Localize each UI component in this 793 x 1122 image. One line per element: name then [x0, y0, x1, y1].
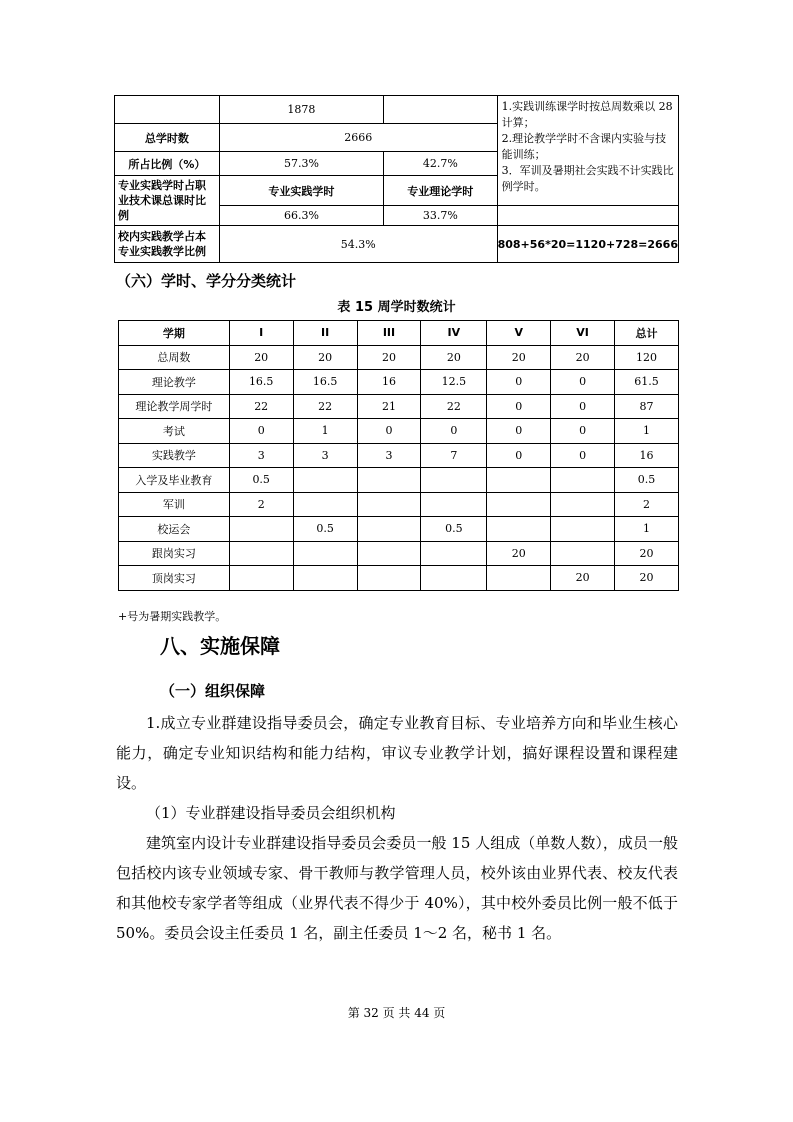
table-row — [119, 468, 679, 493]
table-cell — [421, 541, 487, 566]
table-cell: 3 — [229, 443, 293, 468]
column-header: III — [357, 321, 421, 346]
table-caption: 表 15 周学时数统计 — [337, 300, 456, 315]
table-cell — [357, 566, 421, 591]
table-cell: 87 — [615, 394, 679, 419]
table-cell: 2 — [229, 492, 293, 517]
column-header: 学期 — [119, 321, 230, 346]
table-cell: 20 — [293, 345, 357, 370]
table-cell — [487, 492, 551, 517]
table-row — [119, 345, 679, 370]
table-cell — [551, 517, 615, 542]
table-cell: 20 — [487, 345, 551, 370]
table-cell: 0.5 — [293, 517, 357, 542]
paragraph: （1）专业群建设指导委员会组织机构 — [146, 804, 396, 822]
table-cell: 0 — [551, 370, 615, 395]
row-label: 顶岗实习 — [119, 566, 230, 591]
table-cell: 3 — [293, 443, 357, 468]
paragraph: 建筑室内设计专业群建设指导委员会委员一般 15 人组成（单数人数），成员一般包括校内该专业领域专家、骨干教师与教学管理人员，校外该由业界代表、校友代表和其他校专家学者等组成（业界代表不得少于 40%），其中校外委员比例一般不低于 50%。委员会设主任委员 1 名，副主任委员 1～2 名，秘书 1 名。 — [116, 834, 678, 942]
table-cell — [487, 517, 551, 542]
section-heading: （六）学时、学分分类统计 — [116, 272, 297, 290]
table-row — [119, 566, 679, 591]
table-cell: 120 — [615, 345, 679, 370]
table-row — [119, 443, 679, 468]
note-line: 2.理论教学学时不含课内实验与技能训练； — [501, 132, 667, 161]
column-header: 总计 — [615, 321, 679, 346]
table-cell: 0 — [551, 443, 615, 468]
body-text — [116, 708, 678, 948]
notes-cell — [497, 96, 678, 206]
table-cell: 22 — [293, 394, 357, 419]
table-cell — [551, 492, 615, 517]
chapter-heading: 八、实施保障 — [160, 634, 280, 658]
table-cell: 3 — [357, 443, 421, 468]
table-cell — [357, 517, 421, 542]
table-cell: 20 — [357, 345, 421, 370]
row-label: 校运会 — [119, 517, 230, 542]
table-cell: 0 — [357, 419, 421, 444]
table-cell: 54.3% — [219, 226, 497, 263]
table-cell: 1878 — [219, 96, 383, 124]
table-cell — [229, 517, 293, 542]
table-row — [119, 517, 679, 542]
table-cell — [551, 541, 615, 566]
table-cell — [115, 96, 220, 124]
table-cell: 16.5 — [229, 370, 293, 395]
table-cell — [497, 206, 678, 226]
table-cell: 1 — [293, 419, 357, 444]
row-label: 理论教学 — [119, 370, 230, 395]
row-label: 校内实践教学占本专业实践教学比例 — [115, 226, 220, 263]
table-cell: 20 — [487, 541, 551, 566]
table-cell: 0.5 — [421, 517, 487, 542]
table-cell — [421, 566, 487, 591]
table-cell — [229, 541, 293, 566]
table-row — [119, 492, 679, 517]
weekly-hours-table — [118, 320, 679, 591]
table-cell — [293, 566, 357, 591]
paragraph: 1.成立专业群建设指导委员会，确定专业教育目标、专业培养方向和毕业生核心能力，确定专业知识结构和能力结构，审议专业教学计划，搞好课程设置和课程建设。 — [116, 714, 678, 792]
note-line: 3．军训及暑期社会实践不计实践比例学时。 — [501, 164, 674, 193]
row-label: 专业实践学时占职业技术课总课时比例 — [115, 176, 220, 226]
table-cell: 22 — [229, 394, 293, 419]
table-cell: 1 — [615, 419, 679, 444]
table-cell — [487, 468, 551, 493]
table-cell: 0 — [487, 419, 551, 444]
table-cell — [357, 492, 421, 517]
table-footnote: +号为暑期实践教学。 — [118, 610, 227, 623]
table-cell — [487, 566, 551, 591]
table-cell — [293, 541, 357, 566]
column-header: I — [229, 321, 293, 346]
table-cell: 16 — [615, 443, 679, 468]
table-cell: 12.5 — [421, 370, 487, 395]
table-row — [119, 394, 679, 419]
column-header: VI — [551, 321, 615, 346]
column-header: 专业实践学时 — [219, 176, 383, 206]
hours-summary-table — [114, 95, 679, 263]
table-row — [119, 541, 679, 566]
row-label: 跟岗实习 — [119, 541, 230, 566]
table-cell — [293, 468, 357, 493]
row-label: 入学及毕业教育 — [119, 468, 230, 493]
table-cell: 1 — [615, 517, 679, 542]
row-label: 所占比例（%） — [115, 152, 220, 176]
note-line: 1.实践训练课学时按总周数乘以 28 计算； — [501, 100, 673, 129]
table-cell: 2 — [615, 492, 679, 517]
table-cell: 66.3% — [219, 206, 383, 226]
table-cell: 61.5 — [615, 370, 679, 395]
table-cell: 20 — [615, 566, 679, 591]
table-cell — [357, 468, 421, 493]
table-cell: 0 — [229, 419, 293, 444]
row-label: 军训 — [119, 492, 230, 517]
table-cell: 0 — [487, 370, 551, 395]
column-header: IV — [421, 321, 487, 346]
row-label: 实践教学 — [119, 443, 230, 468]
page-footer: 第 32 页 共 44 页 — [347, 1006, 446, 1020]
table-cell: 0.5 — [229, 468, 293, 493]
table-cell: 0.5 — [615, 468, 679, 493]
table-row — [119, 370, 679, 395]
table-cell: 22 — [421, 394, 487, 419]
table-cell: 20 — [421, 345, 487, 370]
table-cell — [421, 468, 487, 493]
table-cell: 0 — [487, 394, 551, 419]
column-header: V — [487, 321, 551, 346]
table-row — [119, 419, 679, 444]
table-cell: 0 — [487, 443, 551, 468]
subsection-heading: （一）组织保障 — [160, 682, 266, 700]
table-cell — [421, 492, 487, 517]
table-cell: 20 — [551, 345, 615, 370]
table-cell — [384, 96, 498, 124]
table-cell: 2666 — [219, 124, 497, 152]
table-cell: 0 — [551, 419, 615, 444]
column-header: II — [293, 321, 357, 346]
row-label: 考试 — [119, 419, 230, 444]
table-cell — [229, 566, 293, 591]
formula-cell: 808+56*20=1120+728=2666 — [497, 226, 678, 263]
table-cell — [293, 492, 357, 517]
row-label: 总学时数 — [115, 124, 220, 152]
table-cell: 42.7% — [384, 152, 498, 176]
header-row — [119, 321, 679, 346]
table-cell: 0 — [551, 394, 615, 419]
table-cell: 57.3% — [219, 152, 383, 176]
table-cell: 7 — [421, 443, 487, 468]
table-cell — [551, 468, 615, 493]
table-cell: 16.5 — [293, 370, 357, 395]
table-cell: 21 — [357, 394, 421, 419]
table-cell: 33.7% — [384, 206, 498, 226]
table-cell: 20 — [615, 541, 679, 566]
table-cell — [357, 541, 421, 566]
table-cell: 0 — [421, 419, 487, 444]
column-header: 专业理论学时 — [384, 176, 498, 206]
row-label: 理论教学周学时 — [119, 394, 230, 419]
table-cell: 16 — [357, 370, 421, 395]
table-cell: 20 — [229, 345, 293, 370]
table-cell: 20 — [551, 566, 615, 591]
row-label: 总周数 — [119, 345, 230, 370]
